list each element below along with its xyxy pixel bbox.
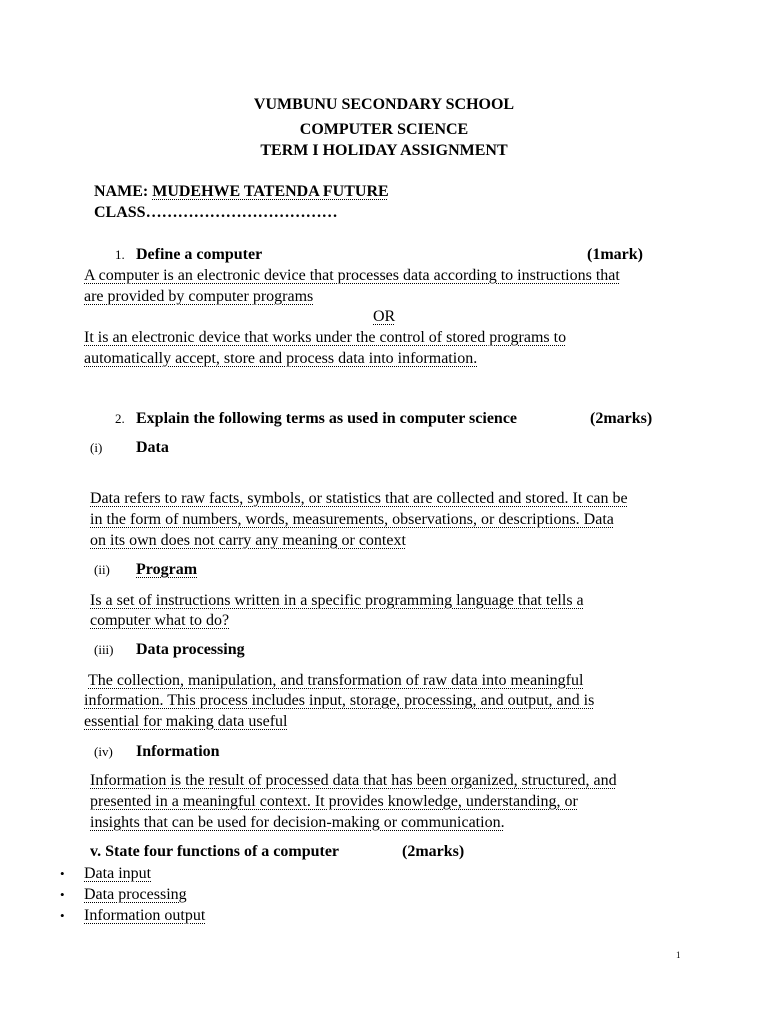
function-item: Data input	[84, 865, 152, 882]
q2-iv-answer-line-3: insights that can be used for decision-making or communication.	[90, 814, 505, 831]
q2-i-answer-line-3: on its own does not carry any meaning or context	[90, 532, 406, 549]
q2-i-answer-line-2: in the form of numbers, words, measurements, observations, or descriptions. Data	[90, 511, 614, 528]
q2-ii-term: Program	[136, 561, 198, 578]
bullet-icon: •	[60, 866, 65, 881]
q2-iii-numeral: (iii)	[94, 642, 114, 657]
assignment-title: TERM I HOLIDAY ASSIGNMENT	[260, 142, 508, 159]
q2-iii-answer-line-1: The collection, manipulation, and transformation of raw data into meaningful	[88, 672, 584, 689]
bullet-icon: •	[60, 887, 65, 902]
q2-i-answer-line-1: Data refers to raw facts, symbols, or statistics that are collected and stored. It can be	[90, 490, 628, 507]
function-item: Information output	[84, 907, 206, 924]
function-item: Data processing	[84, 886, 187, 903]
q1-answer-line-2: are provided by computer programs	[84, 288, 314, 305]
bullet-icon: •	[60, 908, 65, 923]
q2-i-term: Data	[136, 439, 169, 456]
q1-question: Define a computer	[136, 246, 263, 263]
q2-v-question: v. State four functions of a computer	[90, 843, 340, 860]
q2-iii-term: Data processing	[136, 641, 245, 658]
q2-iv-answer-line-2: presented in a meaningful context. It provides knowledge, understanding, or	[90, 793, 578, 810]
q2-ii-numeral: (ii)	[94, 562, 110, 577]
q2-iv-numeral: (iv)	[94, 744, 113, 759]
q2-question: Explain the following terms as used in computer science	[136, 410, 518, 427]
q1-number: 1.	[115, 247, 125, 262]
q2-iv-answer-line-1: Information is the result of processed data that has been organized, structured, and	[90, 772, 617, 789]
q2-number: 2.	[115, 411, 125, 426]
q2-i-numeral: (i)	[90, 440, 103, 455]
name-line	[94, 181, 389, 202]
name-label: NAME:	[94, 183, 149, 200]
school-name: VUMBUNU SECONDARY SCHOOL	[253, 96, 515, 113]
q1-answer2-line-2: automatically accept, store and process data into information.	[84, 350, 478, 367]
subject-title: COMPUTER SCIENCE	[299, 121, 469, 138]
q2-iii-answer-line-2: information. This process includes input, storage, processing, and output, and is	[84, 692, 595, 709]
q2-v-marks: (2marks)	[402, 843, 465, 860]
q1-or-divider: OR	[373, 308, 396, 325]
q2-iii-answer-line-3: essential for making data useful	[84, 713, 288, 730]
class-line: CLASS………………………………	[94, 204, 338, 221]
page-number: 1	[676, 950, 681, 960]
q1-answer-line-1: A computer is an electronic device that processes data according to instructions that	[84, 267, 620, 284]
q2-iv-term: Information	[136, 743, 220, 760]
q2-marks: (2marks)	[590, 410, 653, 427]
student-name: MUDEHWE TATENDA FUTURE	[152, 183, 389, 200]
q1-marks: (1mark)	[587, 246, 643, 263]
q1-answer2-line-1: It is an electronic device that works under the control of stored programs to	[84, 329, 567, 346]
q2-ii-answer-line-1: Is a set of instructions written in a specific programming language that tells a	[90, 592, 584, 609]
q2-ii-answer-line-2: computer what to do?	[90, 612, 230, 629]
